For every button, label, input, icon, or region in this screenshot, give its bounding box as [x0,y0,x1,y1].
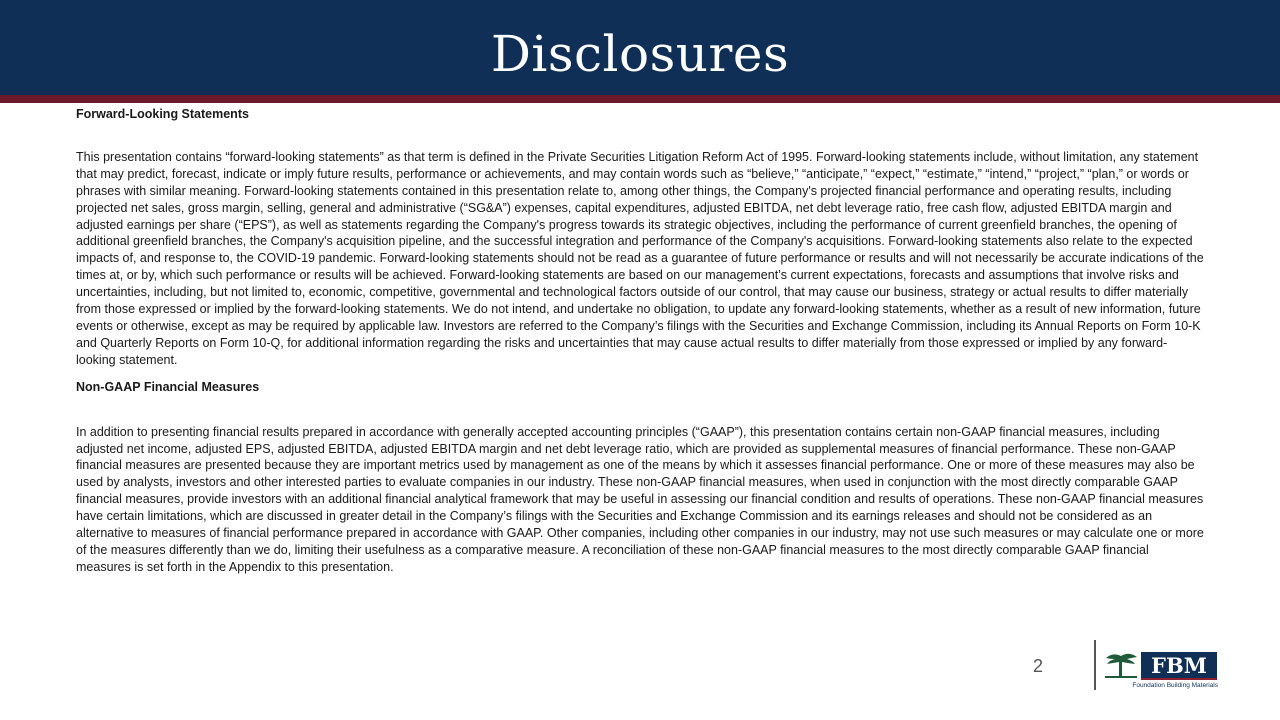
section-text-forward-looking: This presentation contains “forward-looking statements” as that term is defined in the Private Securities Litigation Reform Act of 1995. Forward-looking statements include, without limitation, any statement that may predict, forecast, indicate or imply future results, performance or achievements, and may contain words such as “believe,” “anticipate,” “expect,” “estimate,” “intend,” “project,” “plan,” or words or phrases with similar meaning. Forward-looking statements contained in this presentation relate to, among other things, the Company's projected financial performance and operating results, including projected net sales, gross margin, selling, general and administrative (“SG&A”) expenses, capital expenditures, adjusted EBITDA, net debt leverage ratio, free cash flow, adjusted EBITDA margin and adjusted earnings per share (“EPS”), as well as statements regarding the Company's progress towards its strategic objectives, including the performance of current greenfield branches, the opening of additional greenfield branches, the Company's acquisition pipeline, and the successful integration and performance of the Company's acquisitions. Forward-looking statements also relate to the expected impacts of, and response to, the COVID-19 pandemic. Forward-looking statements should not be read as a guarantee of future performance or results and will not necessarily be accurate indications of the times at, or by, which such performance or results will be achieved. Forward-looking statements are based on our management’s current expectations, forecasts and assumptions that involve risks and uncertainties, including, but not limited to, economic, competitive, governmental and technological factors outside of our control, that may cause our business, strategy or actual results to differ materially from those expressed or implied by the forward-looking statements. We do not intend, and undertake no obligation, to update any forward-looking statements, whether as a result of new information, future events or otherwise, except as may be required by applicable law. Investors are referred to the Company’s filings with the Securities and Exchange Commission, including its Annual Reports on Form 10-K and Quarterly Reports on Form 10-Q, for additional information regarding the risks and uncertainties that may cause actual results to differ materially from those expressed or implied by any forward-looking statement. [76,149,1204,367]
section-text-non-gaap: In addition to presenting financial results prepared in accordance with generally accepted accounting principles (“GAAP”), this presentation contains certain non-GAAP financial measures, including adjusted net income, adjusted EPS, adjusted EBITDA, adjusted EBITDA margin and net debt leverage ratio, which are provided as supplemental measures of financial performance. These non-GAAP financial measures are presented because they are important metrics used by management as one of the means by which it assesses financial performance. One or more of these measures may also be used by analysts, investors and other interested parties to evaluate companies in our industry. These non-GAAP financial measures, when used in conjunction with the most directly comparable GAAP financial measures, provide investors with an additional financial analytical framework that may be useful in assessing our financial condition and results of operations. These non-GAAP financial measures have certain limitations, which are discussed in greater detail in the Company’s filings with the Securities and Exchange Commission and its earnings releases and should not be considered as an alternative to measures of financial performance prepared in accordance with GAAP. Other companies, including other companies in our industry, may not use such measures or may calculate one or more of the measures differently than we do, limiting their usefulness as a comparative measure. A reconciliation of these non-GAAP financial measures to the most directly comparable GAAP financial measures is set forth in the Appendix to this presentation. [76,424,1204,574]
logo-text: FBM [1151,653,1207,678]
footer-divider [1094,640,1096,690]
section-heading-forward-looking: Forward-Looking Statements [76,107,249,121]
tree-icon [1103,646,1218,682]
page-title: Disclosures [490,25,790,83]
header-stripe [0,95,1280,103]
logo-caption: Foundation Building Materials [1132,682,1218,689]
section-heading-non-gaap: Non-GAAP Financial Measures [76,379,260,394]
disclosure-body [76,104,1206,576]
page-number: 2 [1032,656,1043,676]
